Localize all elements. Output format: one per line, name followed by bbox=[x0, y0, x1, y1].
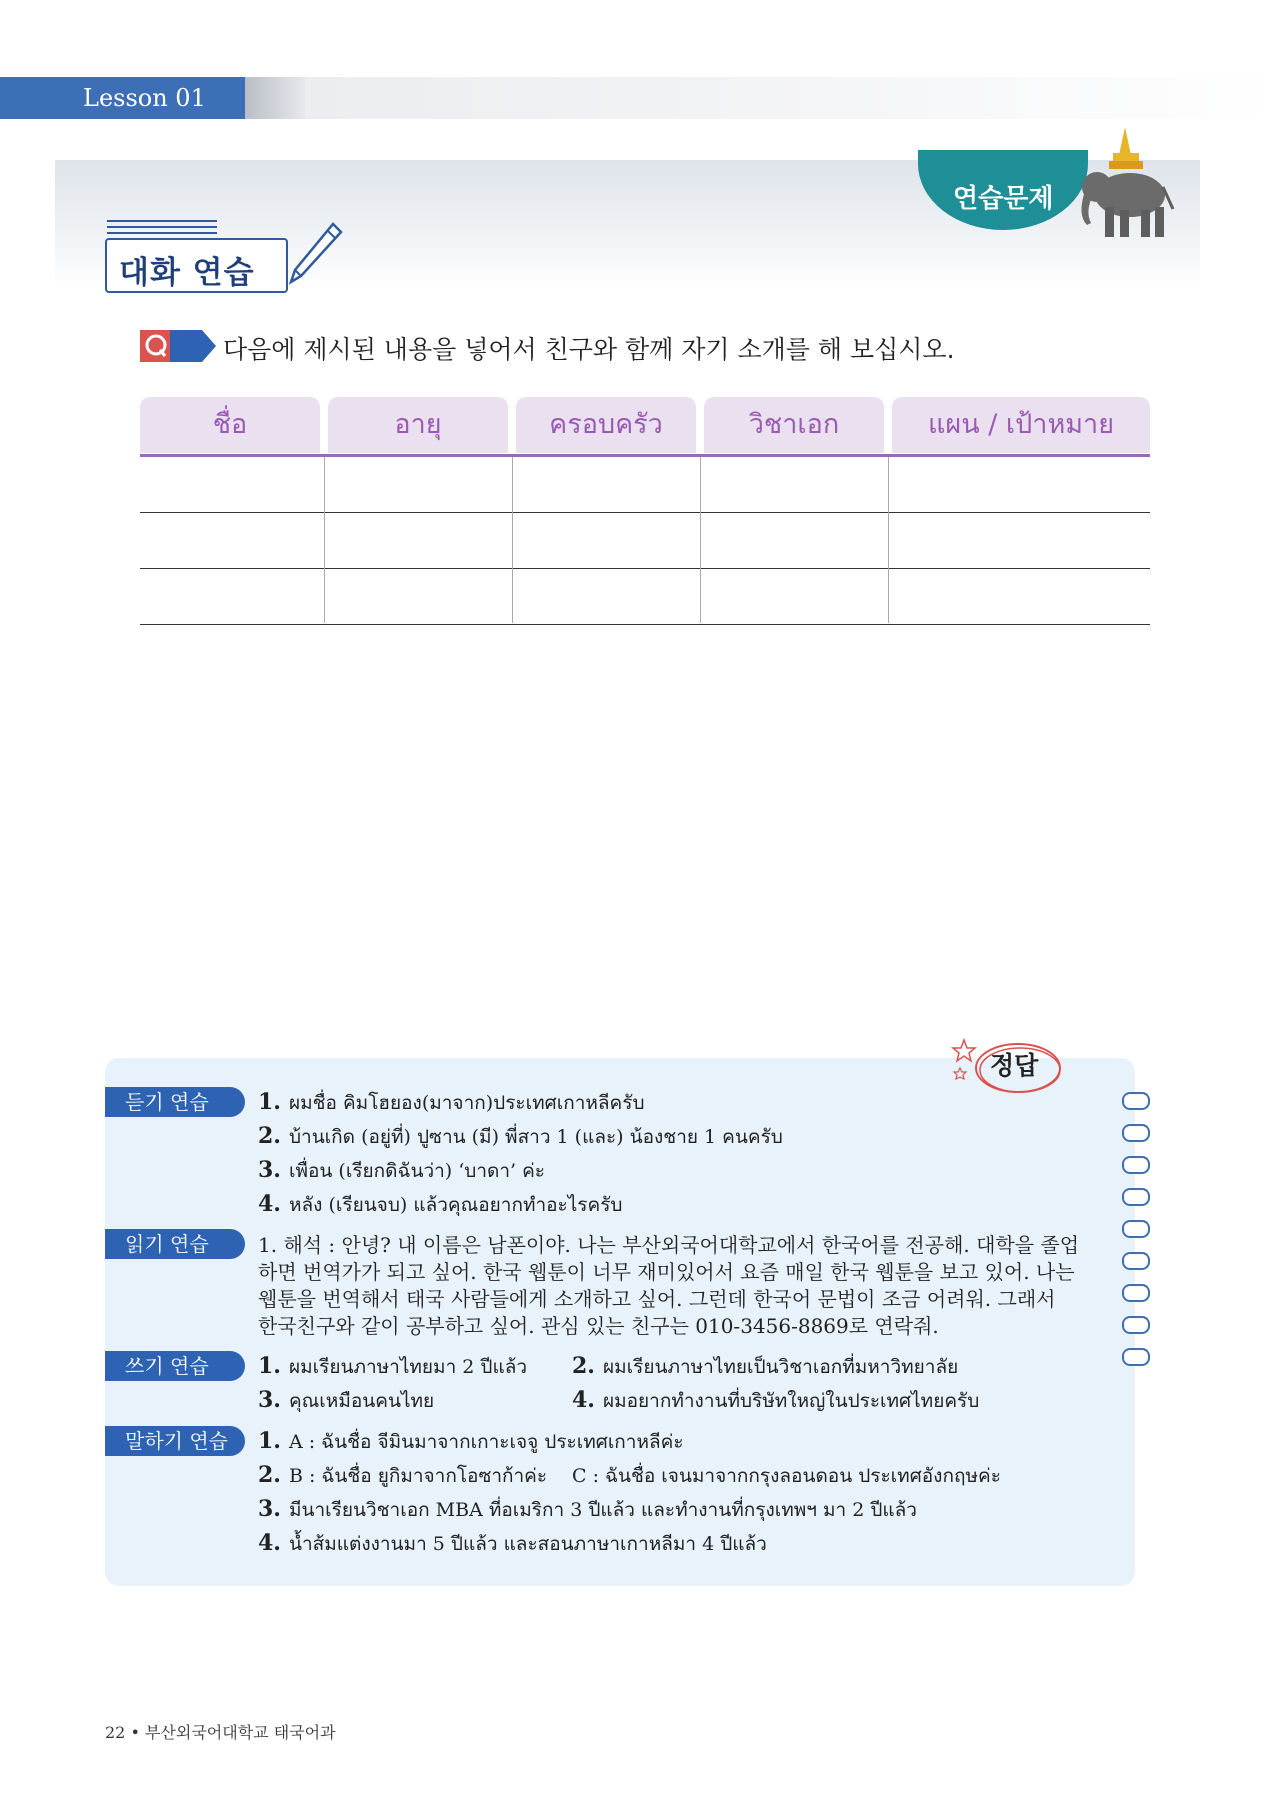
column-divider bbox=[324, 457, 325, 623]
answer-title: 정답 bbox=[990, 1051, 1039, 1080]
speaking-item-1: 1. A : ฉันชื่อ จีมินมาจากเกาะเจจู ประเทศเกาหลีค่ะ bbox=[258, 1428, 684, 1454]
reading-answer: 1. 해석 : 안녕? 내 이름은 남폰이야. 나는 부산외국어대학교에서 한국어를 전공해. 대학을 졸업 하면 번역가가 되고 싶어. 한국 웹툰이 너무 재미있어서 요즘 매일 한국 웹툰을 보고 있어. 나는 웹툰을 번역해서 태국 사람들에게 소개하고 싶어. 그런데 한국어 문법이 조금 어려워. 그래서 한국친구와 같이 공부하고 싶어. 관심 있는 친구는 010-3456-8869로 연락줘. bbox=[258, 1233, 1080, 1338]
listening-item-3: 3. เพื่อน (เรียกดิฉันว่า) ‘บาดา’ ค่ะ bbox=[258, 1157, 546, 1183]
lesson-bar-fade bbox=[245, 77, 305, 119]
header-major: วิชาเอก bbox=[704, 397, 884, 453]
binder-ring bbox=[1122, 1220, 1150, 1238]
header-family: ครอบครัว bbox=[516, 397, 696, 453]
writing-item-1: 1. ผมเรียนภาษาไทยมา 2 ปีแล้ว bbox=[258, 1353, 528, 1379]
reading-label: 읽기 연습 bbox=[105, 1229, 245, 1259]
binder-ring bbox=[1122, 1124, 1150, 1142]
binder-rings bbox=[1122, 1092, 1150, 1380]
binder-ring bbox=[1122, 1188, 1150, 1206]
table-header-row bbox=[140, 397, 1150, 455]
binder-ring bbox=[1122, 1316, 1150, 1334]
writing-item-4: 4. ผมอยากทำงานที่บริษัทใหญ่ในประเทศไทยครับ bbox=[572, 1387, 980, 1413]
pencil-icon bbox=[285, 220, 345, 290]
question-icon bbox=[140, 328, 218, 364]
lesson-label: Lesson 01 bbox=[0, 77, 245, 119]
practice-badge-text: 연습문제 bbox=[953, 184, 1054, 214]
binder-ring bbox=[1122, 1348, 1150, 1366]
page-footer: 22 • 부산외국어대학교 태국어과 bbox=[105, 1723, 336, 1742]
speaking-item-2: 2. B : ฉันชื่อ ยูกิมาจากโอซาก้าค่ะ bbox=[258, 1462, 548, 1488]
table-row[interactable] bbox=[140, 569, 1150, 625]
info-table bbox=[140, 397, 1150, 455]
speaking-label: 말하기 연습 bbox=[105, 1426, 245, 1456]
listening-item-4: 4. หลัง (เรียนจบ) แล้วคุณอยากทำอะไรครับ bbox=[258, 1191, 623, 1217]
speaking-item-2c: C : ฉันชื่อ เจนมาจากกรุงลอนดอน ประเทศอังกฤษค่ะ bbox=[572, 1465, 1001, 1487]
binder-ring bbox=[1122, 1252, 1150, 1270]
section-title: 대화 연습 bbox=[119, 255, 255, 291]
listening-label: 듣기 연습 bbox=[105, 1087, 245, 1117]
listening-item-1: 1. ผมชื่อ คิมโฮยอง(มาจาก)ประเทศเกาหลีครับ bbox=[258, 1089, 645, 1115]
header-name: ชื่อ bbox=[140, 397, 320, 453]
table-row[interactable] bbox=[140, 457, 1150, 513]
column-divider bbox=[888, 457, 889, 623]
header-age: อายุ bbox=[328, 397, 508, 453]
speaking-item-3: 3. มีนาเรียนวิชาเอก MBA ที่อเมริกา 3 ปีแล้ว และทำงานที่กรุงเทพฯ มา 2 ปีแล้ว bbox=[258, 1496, 917, 1522]
column-divider bbox=[700, 457, 701, 623]
binder-ring bbox=[1122, 1284, 1150, 1302]
speaking-item-4: 4. น้ำส้มแต่งงานมา 5 ปีแล้ว และสอนภาษาเกาหลีมา 4 ปีแล้ว bbox=[258, 1530, 767, 1556]
table-row[interactable] bbox=[140, 513, 1150, 569]
elephant-icon bbox=[1075, 125, 1175, 245]
writing-label: 쓰기 연습 bbox=[105, 1351, 245, 1381]
column-divider bbox=[512, 457, 513, 623]
binder-ring bbox=[1122, 1092, 1150, 1110]
listening-item-2: 2. บ้านเกิด (อยู่ที่) ปูซาน (มี) พี่สาว 1 (และ) น้องชาย 1 คนครับ bbox=[258, 1123, 783, 1149]
writing-item-2: 2. ผมเรียนภาษาไทยเป็นวิชาเอกที่มหาวิทยาลัย bbox=[572, 1353, 959, 1379]
instruction-text: 다음에 제시된 내용을 넣어서 친구와 함께 자기 소개를 해 보십시오. bbox=[223, 335, 955, 364]
header-plan: แผน / เป้าหมาย bbox=[892, 397, 1150, 453]
writing-item-3: 3. คุณเหมือนคนไทย bbox=[258, 1387, 435, 1413]
binder-ring bbox=[1122, 1156, 1150, 1174]
